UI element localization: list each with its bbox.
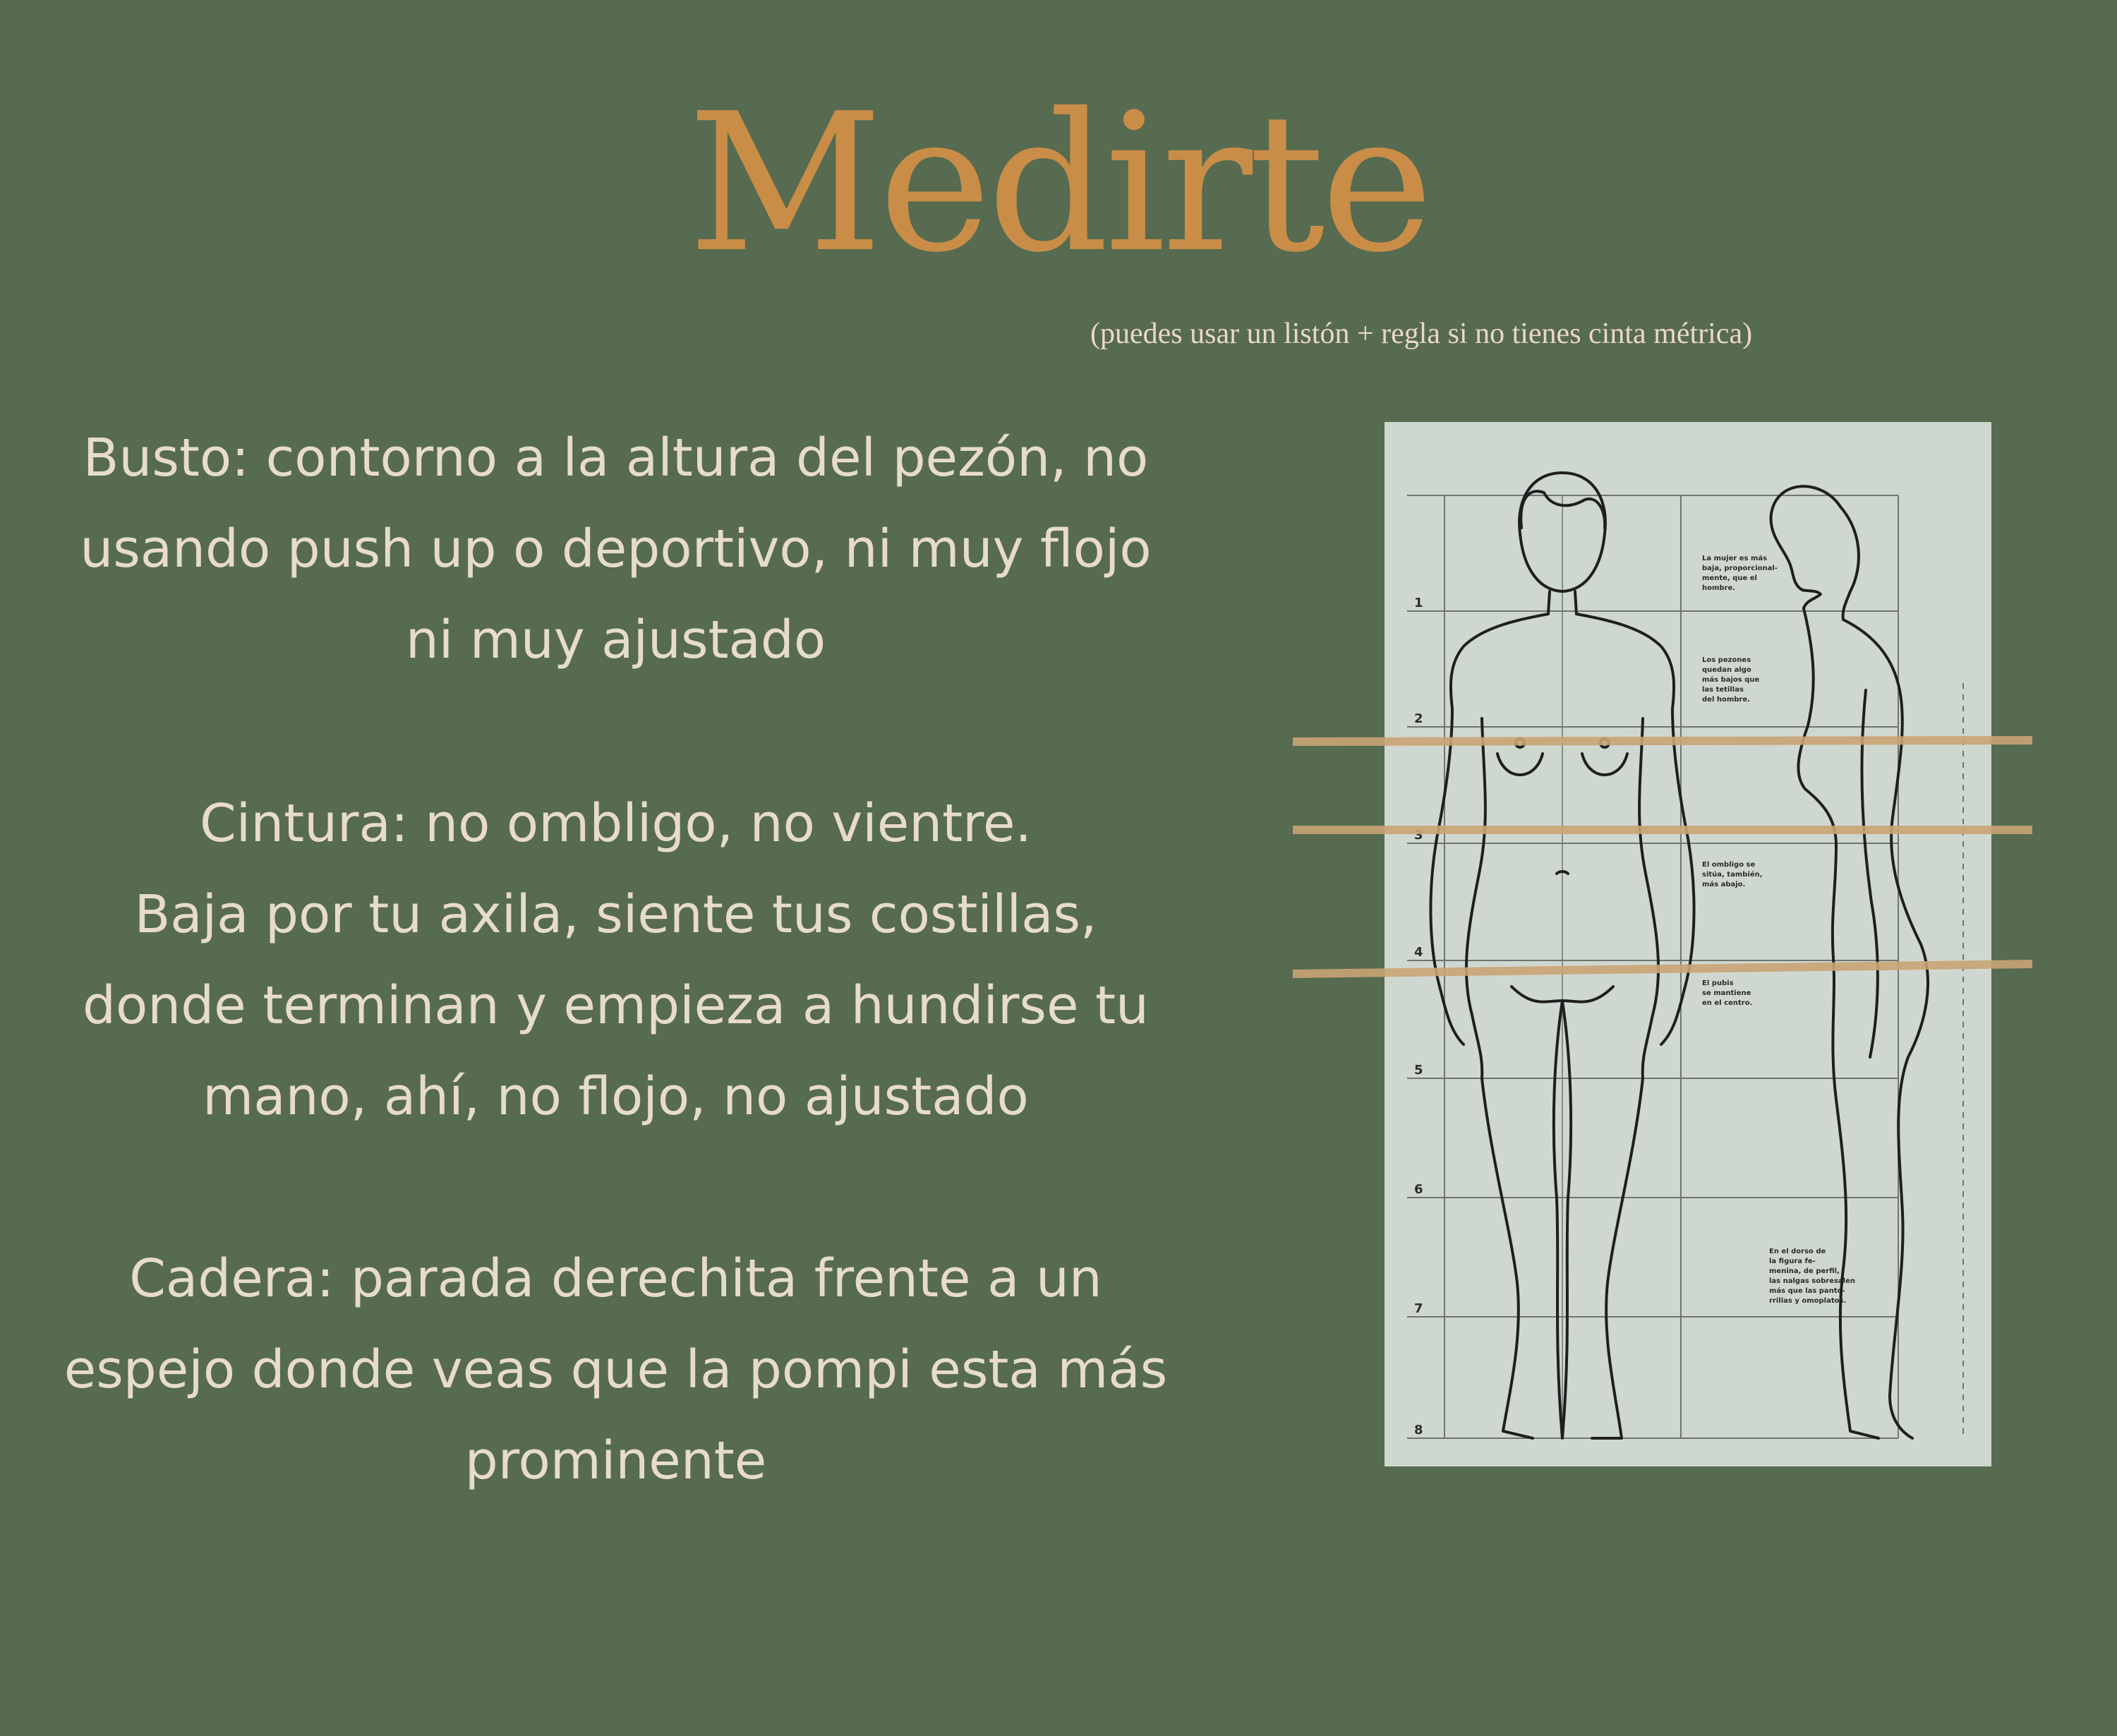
side-back-head bbox=[1840, 507, 1859, 620]
subtitle-note: (puedes usar un listón + regla si no tienes cinta métrica) bbox=[1090, 318, 1753, 350]
side-view-figure bbox=[1771, 486, 1928, 1438]
front-right-torso bbox=[1639, 718, 1658, 1078]
instruction-line: usando push up o deportivo, ni muy flojo bbox=[80, 519, 1152, 579]
row-number: 2 bbox=[1414, 711, 1423, 726]
front-hair bbox=[1521, 491, 1605, 528]
side-back-contour bbox=[1843, 620, 1928, 1438]
row-number: 6 bbox=[1414, 1182, 1423, 1197]
front-nipple-right bbox=[1600, 739, 1609, 747]
front-nipple-left bbox=[1516, 739, 1524, 747]
front-left-arm-outer bbox=[1430, 614, 1548, 1044]
row-number: 7 bbox=[1414, 1301, 1423, 1316]
note-profile: En el dorso de la figura fe- menina, de perfil, las nalgas sobresalen más que las panto- rrillas y omoplatos. bbox=[1769, 1248, 1855, 1305]
note-navel: El ombligo se sitúa, también, más abajo. bbox=[1702, 861, 1763, 888]
instruction-line: espejo donde veas que la pompi esta más bbox=[64, 1339, 1168, 1400]
front-right-arm-outer bbox=[1576, 614, 1694, 1044]
body-proportions-illustration bbox=[1385, 422, 1991, 1466]
note-nipples: Los pezones quedan algo más bajos que las tetillas del hombre. bbox=[1702, 656, 1760, 704]
row-number: 1 bbox=[1414, 596, 1423, 610]
instruction-line: mano, ahí, no flojo, no ajustado bbox=[203, 1066, 1029, 1127]
figure-notes bbox=[1702, 554, 1857, 1305]
row-number: 8 bbox=[1414, 1423, 1423, 1437]
side-head bbox=[1771, 486, 1840, 608]
page-title: Medirte bbox=[687, 72, 1430, 294]
instruction-line: Cintura: no ombligo, no vientre. bbox=[199, 793, 1032, 854]
figure-drawing bbox=[1385, 422, 1991, 1466]
hip-instructions bbox=[28, 1234, 1203, 1507]
row-numbers bbox=[1414, 596, 1423, 1437]
instruction-line: Cadera: parada derechita frente a un bbox=[129, 1248, 1102, 1309]
front-left-leg bbox=[1482, 1078, 1533, 1438]
note-pubis: El pubis se mantiene en el centro. bbox=[1702, 979, 1753, 1007]
note-stature: La mujer es más baja, proporcional- mente, que el hombre. bbox=[1702, 555, 1778, 592]
proportion-grid bbox=[1407, 495, 1963, 1438]
front-right-leg bbox=[1592, 1078, 1643, 1438]
bust-instructions bbox=[28, 413, 1203, 686]
instruction-line: donde terminan y empieza a hundirse tu bbox=[83, 975, 1149, 1036]
row-number: 3 bbox=[1414, 828, 1423, 843]
front-left-torso bbox=[1466, 718, 1485, 1078]
row-number: 5 bbox=[1414, 1063, 1423, 1078]
side-front-contour bbox=[1798, 608, 1878, 1438]
row-number: 4 bbox=[1414, 945, 1423, 960]
instruction-line: ni muy ajustado bbox=[405, 610, 826, 670]
instruction-line: Baja por tu axila, siente tus costillas, bbox=[134, 884, 1097, 945]
side-arm bbox=[1862, 690, 1877, 1057]
waist-instructions bbox=[28, 778, 1203, 1143]
instruction-line: prominente bbox=[464, 1430, 767, 1491]
instruction-line: Busto: contorno a la altura del pezón, no bbox=[83, 428, 1149, 488]
